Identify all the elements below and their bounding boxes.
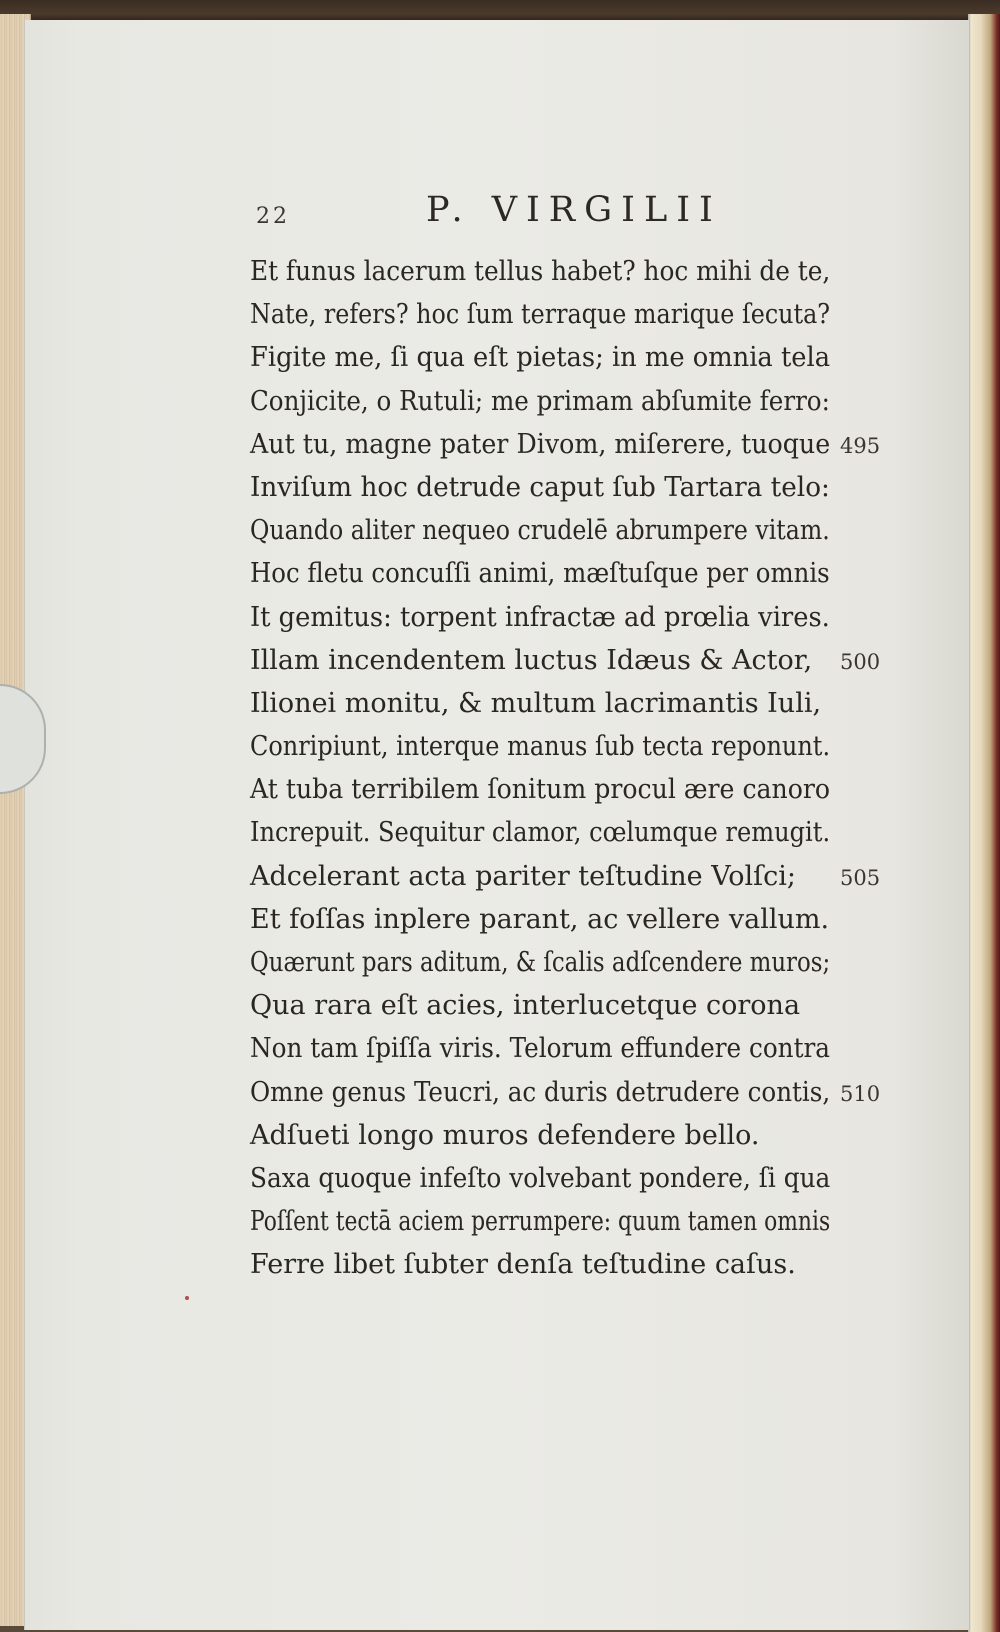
verse-text: Et funus lacerum tellus habet? hoc mihi de te, bbox=[250, 256, 831, 287]
verse-line bbox=[250, 768, 890, 811]
verse-text: Quærunt pars aditum, & ſcalis adſcendere muros; bbox=[250, 947, 831, 978]
verse-text: Quando aliter nequeo crudelē abrumpere vitam. bbox=[250, 515, 830, 547]
verse-text: Illam incendentem luctus Idæus & Actor, bbox=[250, 644, 813, 676]
running-head-title: P. VIRGILII bbox=[426, 190, 722, 230]
verse-text: Figite me, ſi qua eſt pietas; in me omnia tela bbox=[250, 342, 831, 374]
ink-dot bbox=[185, 1296, 189, 1300]
verse-text: Hoc fletu concuſſi animi, mæſtuſque per omnis bbox=[250, 558, 830, 590]
book-edge-right bbox=[968, 14, 1000, 1632]
verse-line bbox=[250, 984, 890, 1027]
running-head bbox=[256, 190, 816, 234]
verse-line bbox=[250, 1114, 890, 1157]
line-number: 495 bbox=[840, 433, 881, 458]
verse-line bbox=[250, 855, 890, 898]
verse-line bbox=[250, 596, 890, 639]
verse-line bbox=[250, 898, 890, 941]
verse-text: At tuba terribilem ſonitum procul ære canoro bbox=[250, 774, 831, 806]
verse-line bbox=[250, 1027, 890, 1070]
verse-text: Saxa quoque infeſto volvebant pondere, ſi qua bbox=[250, 1162, 831, 1194]
verse-line bbox=[250, 725, 890, 768]
verse-line bbox=[250, 509, 890, 552]
verse-line bbox=[250, 293, 890, 336]
line-number: 500 bbox=[840, 649, 881, 674]
verse-line bbox=[250, 336, 890, 379]
verse-text: Et foſſas inplere parant, ac vellere vallum. bbox=[250, 903, 830, 935]
verse-line bbox=[250, 1157, 890, 1200]
verse-text: Adcelerant acta pariter teſtudine Volſci; bbox=[250, 860, 796, 892]
verse-text: Omne genus Teucri, ac duris detrudere contis, bbox=[250, 1076, 831, 1108]
verse-text: Nate, refers? hoc ſum terraque marique ſecuta? bbox=[250, 299, 831, 331]
verse-text: Ferre libet ſubter denſa teſtudine caſus. bbox=[250, 1249, 796, 1281]
verse-line bbox=[250, 250, 890, 293]
verse-line bbox=[250, 941, 890, 984]
verse-line bbox=[250, 1243, 890, 1286]
verse-text: Qua rara eſt acies, interlucetque corona bbox=[250, 990, 801, 1022]
verse-block bbox=[250, 250, 890, 1287]
verse-text: Ilionei monitu, & multum lacrimantis Iuli, bbox=[250, 687, 822, 719]
verse-text: Non tam ſpiſſa viris. Telorum effundere contra bbox=[250, 1033, 831, 1065]
line-number: 505 bbox=[840, 865, 881, 890]
verse-text: Adſueti longo muros defendere bello. bbox=[250, 1119, 760, 1151]
verse-line bbox=[250, 682, 890, 725]
line-number: 510 bbox=[840, 1081, 881, 1106]
verse-line bbox=[250, 639, 890, 682]
verse-text: It gemitus: torpent infractæ ad prœlia vires. bbox=[250, 601, 830, 633]
verse-text: Aut tu, magne pater Divom, miſerere, tuoque bbox=[250, 428, 831, 460]
verse-line bbox=[250, 811, 890, 854]
page-number: 22 bbox=[256, 204, 290, 229]
verse-text: Increpuit. Sequitur clamor, cœlumque remugit. bbox=[250, 817, 831, 849]
verse-text: Conjicite, o Rutuli; me primam abſumite ferro: bbox=[250, 385, 830, 417]
verse-text: Inviſum hoc detrude caput ſub Tartara telo: bbox=[250, 471, 830, 503]
verse-line bbox=[250, 380, 890, 423]
verse-line bbox=[250, 466, 890, 509]
verse-line bbox=[250, 1071, 890, 1114]
verse-line bbox=[250, 552, 890, 595]
verse-text: Poſſent tectā aciem perrumpere: quum tamen omnis bbox=[250, 1206, 831, 1238]
verse-line bbox=[250, 1200, 890, 1243]
verse-line bbox=[250, 423, 890, 466]
verse-text: Conripiunt, interque manus ſub tecta reponunt. bbox=[250, 731, 831, 763]
